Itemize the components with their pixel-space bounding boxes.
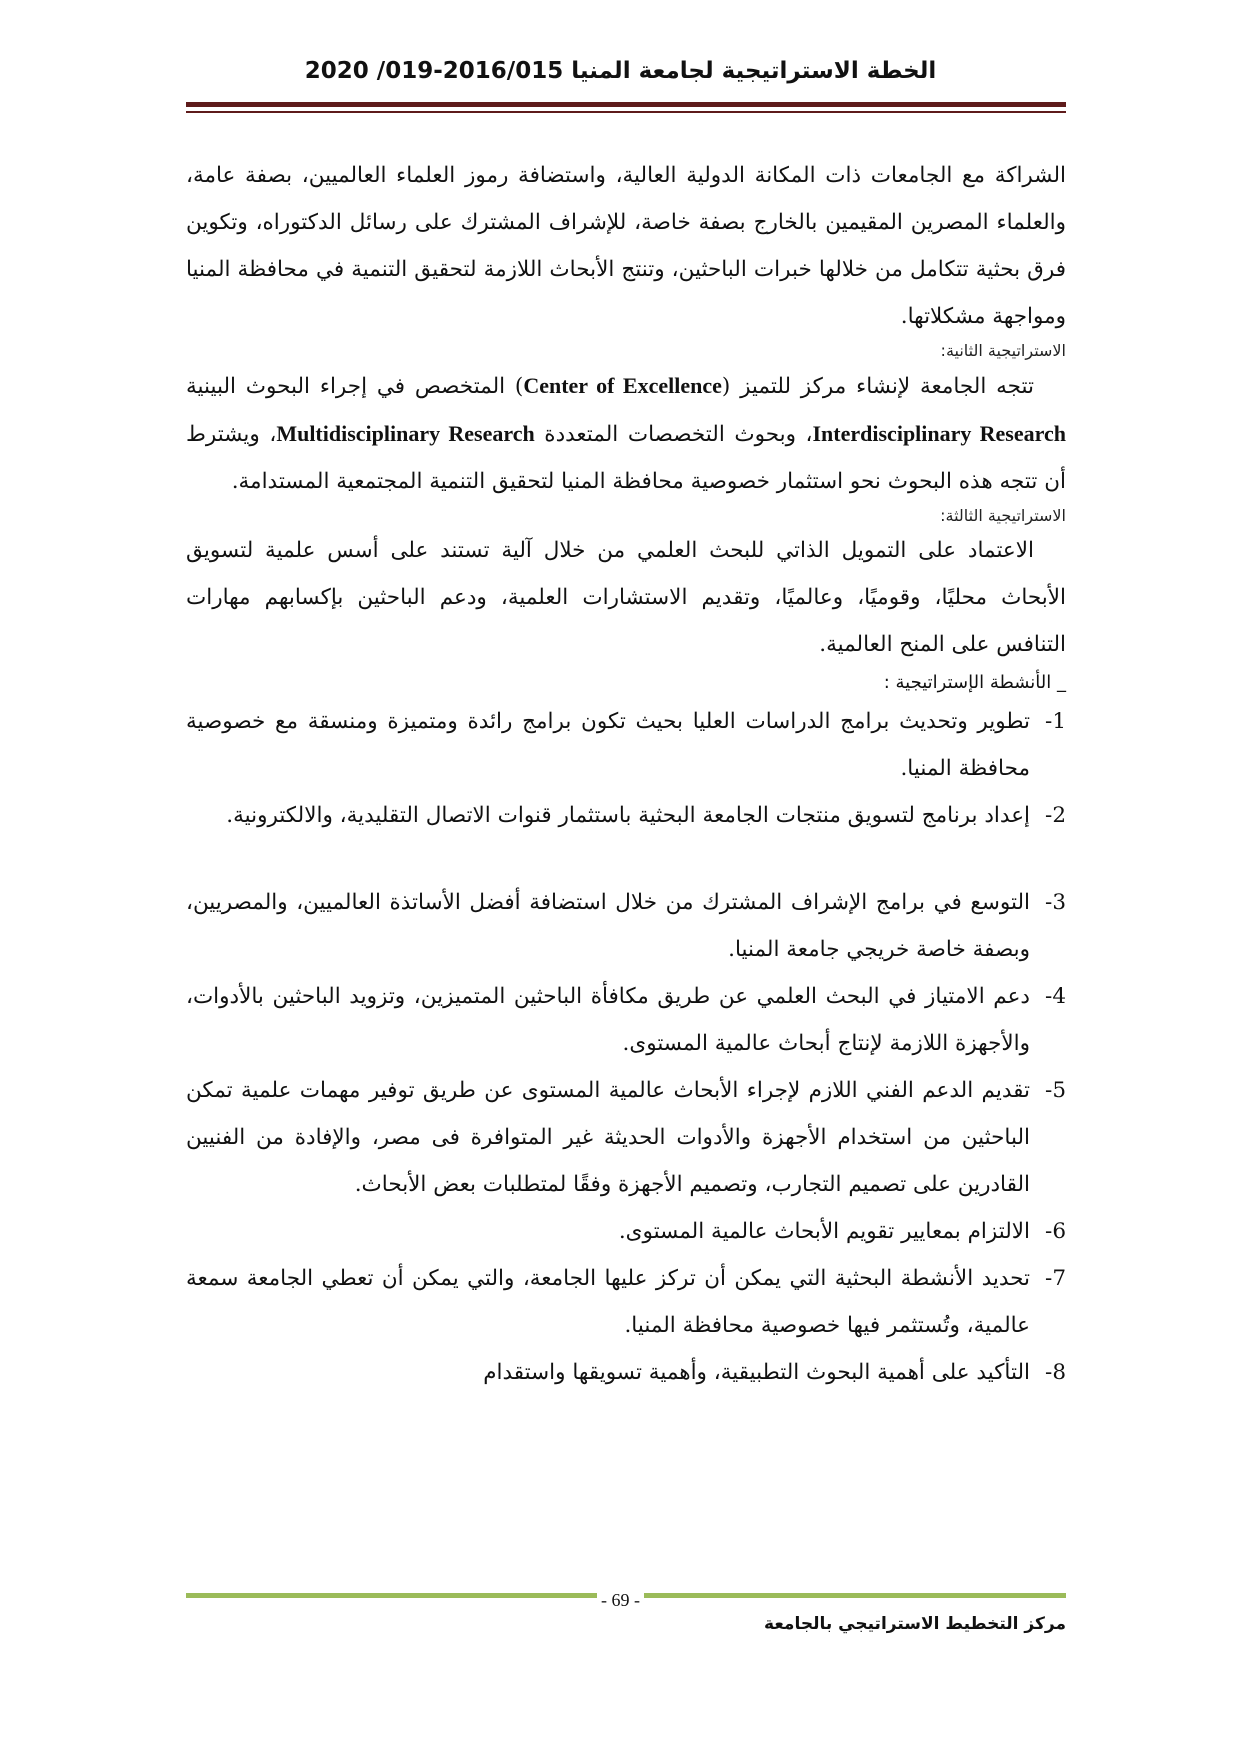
item-text: الالتزام بمعايير تقويم الأبحاث عالمية المستوى. <box>618 1219 1030 1244</box>
list-item <box>186 698 1066 792</box>
item-text: تقديم الدعم الفني اللازم لإجراء الأبحاث عالمية المستوى عن طريق توفير مهمات علمية تمكن الباحثين من استخدام الأجهزة والأدوات الحديثة غير المتوافرة فى مصر، والإفادة من الفنيين القادرين على تصميم التجارب، وتصميم الأجهزة وفقًا لمتطلبات بعض الأبحاث. <box>186 1078 1030 1197</box>
strategy-three-heading: الاستراتيجية الثالثة: <box>940 506 1066 525</box>
strategy-three-paragraph: الاعتماد على التمويل الذاتي للبحث العلمي من خلال آلية تستند على أسس علمية لتسويق الأبحاث محليًا، وقوميًا، وعالميًا، وتقديم الاستشارات العلمية، ودعم الباحثين بإكسابهم مهارات التنافس على المنح العالمية. <box>186 538 1066 657</box>
activities-list <box>186 698 1066 1396</box>
list-item <box>186 879 1066 973</box>
header-rule-thin <box>186 111 1066 113</box>
item-number: 3- <box>1045 890 1066 915</box>
item-number: 7- <box>1045 1266 1066 1291</box>
item-number: 4- <box>1045 984 1066 1009</box>
list-item <box>186 1208 1066 1255</box>
page-number <box>0 1590 1241 1611</box>
header-rule-thick <box>186 102 1066 107</box>
item-text: تطوير وتحديث برامج الدراسات العليا بحيث تكون برامج رائدة ومتميزة ومنسقة مع خصوصية محافظة المنيا. <box>186 709 1030 781</box>
item-text: التأكيد على أهمية البحوث التطبيقية، وأهمية تسويقها واستقدام <box>483 1360 1030 1385</box>
intro-paragraph: الشراكة مع الجامعات ذات المكانة الدولية العالية، واستضافة رموز العلماء العالميين، بصفة عامة، والعلماء المصرين المقيمين بالخارج بصفة خاصة، للإشراف المشترك على رسائل الدكتوراه، وتكوين فرق بحثية تتكامل من خلالها خبرات الباحثين، وتنتج الأبحاث اللازمة لتحقيق التنمية في محافظة المنيا ومواجهة مشكلاتها. <box>186 163 1066 329</box>
item-number: 5- <box>1045 1078 1066 1103</box>
item-text: إعداد برنامج لتسويق منتجات الجامعة البحثية باستثمار قنوات الاتصال التقليدية، والالكترونية. <box>226 803 1030 828</box>
interdisciplinary-research-term: Interdisciplinary Research <box>812 421 1066 446</box>
list-item <box>186 792 1066 839</box>
strategy-two-text-4: ، ويشترط أن تتجه هذه البحوث نحو استثمار خصوصية محافظة المنيا لتحقيق التنمية المجتمعية المستدامة. <box>186 422 1066 494</box>
item-text: دعم الامتياز في البحث العلمي عن طريق مكافأة الباحثين المتميزين، وتزويد الباحثين بالأدوات، والأجهزة اللازمة لإنتاج أبحاث عالمية المستوى. <box>186 984 1030 1056</box>
list-item <box>186 1067 1066 1208</box>
strategy-two-paragraph <box>186 362 1066 505</box>
item-text: تحديد الأنشطة البحثية التي يمكن أن تركز عليها الجامعة، والتي يمكن أن تعطي الجامعة سمعة عالمية، وتُستثمر فيها خصوصية محافظة المنيا. <box>186 1266 1030 1338</box>
item-number: 1- <box>1045 709 1066 734</box>
strategy-two-text-1: تتجه الجامعة لإنشاء مركز للتميز ( <box>721 374 1034 399</box>
footer-org-name: مركز التخطيط الاستراتيجي بالجامعة <box>764 1614 1066 1634</box>
center-of-excellence-term: Center of Excellence <box>523 373 722 398</box>
strategy-two-text-3: ، وبحوث التخصصات المتعددة <box>534 422 813 447</box>
list-item <box>186 1255 1066 1349</box>
document-body <box>186 152 1066 1396</box>
page-number-text: - 69 - <box>597 1590 644 1610</box>
multidisciplinary-research-term: Multidisciplinary Research <box>276 421 535 446</box>
page-header-title: الخطة الاستراتيجية لجامعة المنيا 2016/015-019/ 2020 <box>304 58 937 84</box>
activities-heading: _ الأنشطة الإستراتيجية : <box>883 672 1066 693</box>
item-number: 6- <box>1045 1219 1066 1244</box>
list-spacer <box>186 839 1066 879</box>
strategy-two-text-2: ) المتخصص في إجراء البحوث البينية <box>186 374 524 399</box>
strategy-two-heading: الاستراتيجية الثانية: <box>940 341 1066 360</box>
item-text: التوسع في برامج الإشراف المشترك من خلال استضافة أفضل الأساتذة العالميين، والمصريين، وبصفة خاصة خريجي جامعة المنيا. <box>186 890 1030 962</box>
list-item <box>186 973 1066 1067</box>
item-number: 8- <box>1045 1360 1066 1385</box>
list-item <box>186 1349 1066 1396</box>
item-number: 2- <box>1045 803 1066 828</box>
